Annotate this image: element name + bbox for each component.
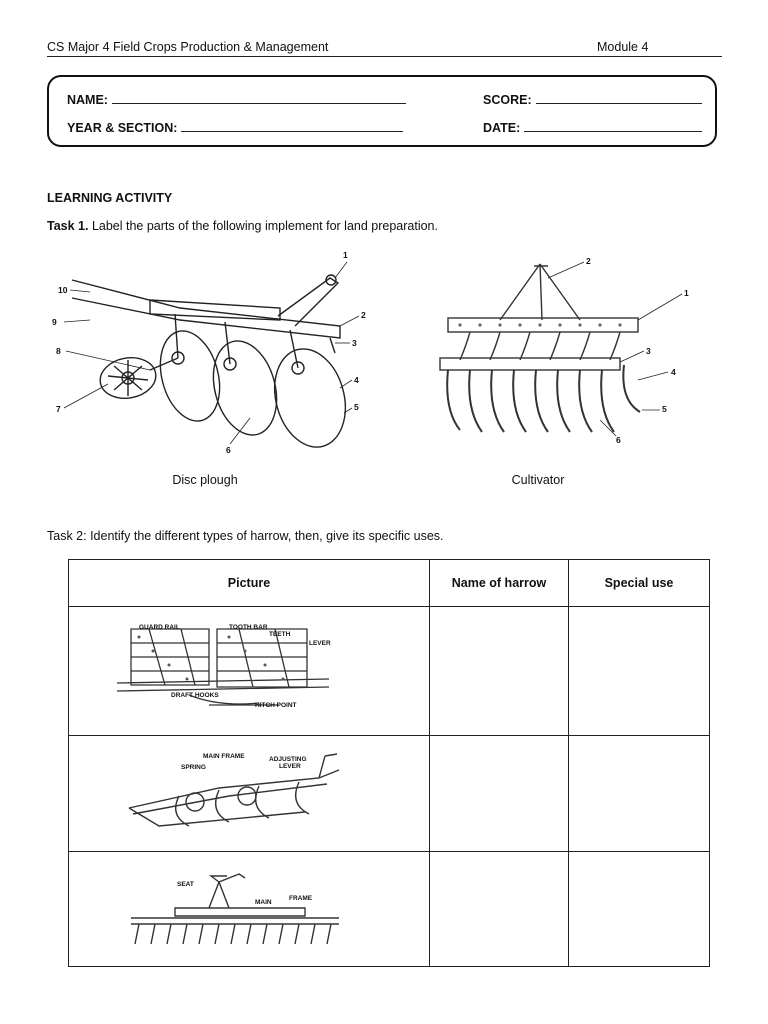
harrow1-label-hitch-point: HITCH POINT bbox=[255, 702, 297, 709]
special-use-cell[interactable] bbox=[569, 736, 710, 852]
special-use-cell[interactable] bbox=[569, 607, 710, 736]
harrow1-label-lever: LEVER bbox=[309, 640, 331, 647]
picture-cell bbox=[69, 852, 430, 967]
name-label: NAME: bbox=[67, 93, 108, 107]
date-field[interactable] bbox=[483, 120, 702, 135]
task1-prefix: Task 1. bbox=[47, 219, 89, 233]
name-field[interactable] bbox=[67, 92, 406, 107]
year-section-label: YEAR & SECTION: bbox=[67, 121, 178, 135]
disc-plough-label-7: 7 bbox=[56, 404, 61, 414]
picture-cell bbox=[69, 607, 430, 736]
student-info-box bbox=[47, 75, 717, 147]
date-label: DATE: bbox=[483, 121, 521, 135]
cultivator-label-4: 4 bbox=[671, 367, 676, 377]
cultivator-label-3: 3 bbox=[646, 346, 651, 356]
spring-tooth-harrow-drawing bbox=[69, 736, 429, 851]
harrow3-label-main: MAIN bbox=[255, 899, 272, 906]
disc-plough-drawing bbox=[50, 248, 370, 458]
disc-plough-label-6: 6 bbox=[226, 445, 231, 455]
task1-text: Label the parts of the following implement for land preparation. bbox=[88, 219, 438, 233]
score-field[interactable] bbox=[483, 92, 702, 107]
table-header-row bbox=[69, 560, 710, 607]
cultivator-label-5: 5 bbox=[662, 404, 667, 414]
cultivator-caption: Cultivator bbox=[511, 473, 565, 487]
disc-plough-label-2: 2 bbox=[361, 310, 366, 320]
cultivator-drawing bbox=[430, 250, 700, 450]
harrow1-label-teeth: TEETH bbox=[269, 631, 291, 638]
disc-plough-label-8: 8 bbox=[56, 346, 61, 356]
disc-plough-label-3: 3 bbox=[352, 338, 357, 348]
date-blank[interactable] bbox=[524, 120, 702, 132]
picture-cell bbox=[69, 736, 430, 852]
disc-plough-label-10: 10 bbox=[58, 285, 68, 295]
harrow1-label-draft-hooks: DRAFT HOOKS bbox=[171, 692, 219, 699]
harrow2-label-adjusting: ADJUSTING bbox=[269, 756, 307, 763]
disc-plough-label-5: 5 bbox=[354, 402, 359, 412]
course-title: CS Major 4 Field Crops Production & Management bbox=[47, 40, 329, 54]
module-label: Module 4 bbox=[597, 40, 649, 54]
disc-plough-label-4: 4 bbox=[354, 375, 359, 385]
section-title: LEARNING ACTIVITY bbox=[47, 191, 173, 205]
harrow2-label-spring: SPRING bbox=[181, 764, 206, 771]
harrow-name-cell[interactable] bbox=[430, 736, 569, 852]
table-row bbox=[69, 852, 710, 967]
year-section-field[interactable] bbox=[67, 120, 403, 135]
special-use-cell[interactable] bbox=[569, 852, 710, 967]
score-label: SCORE: bbox=[483, 93, 532, 107]
harrow3-label-frame: FRAME bbox=[289, 895, 313, 902]
harrow-table bbox=[68, 559, 710, 967]
harrow2-label-lever: LEVER bbox=[279, 763, 301, 770]
name-blank[interactable] bbox=[112, 92, 406, 104]
header-picture: Picture bbox=[69, 560, 430, 607]
disc-plough-label-9: 9 bbox=[52, 317, 57, 327]
header-divider bbox=[47, 56, 722, 57]
riding-harrow-drawing bbox=[69, 852, 429, 966]
spike-tooth-harrow-drawing bbox=[69, 607, 429, 735]
header-name-of-harrow: Name of harrow bbox=[430, 560, 569, 607]
cultivator-label-1: 1 bbox=[684, 288, 689, 298]
disc-plough-label-1: 1 bbox=[343, 250, 348, 260]
year-section-blank[interactable] bbox=[181, 120, 403, 132]
harrow1-label-guard-rail: GUARD RAIL bbox=[139, 624, 180, 631]
table-row bbox=[69, 736, 710, 852]
table-row bbox=[69, 607, 710, 736]
disc-plough-caption: Disc plough bbox=[172, 473, 238, 487]
harrow-name-cell[interactable] bbox=[430, 607, 569, 736]
cultivator-label-6: 6 bbox=[616, 435, 621, 445]
harrow1-label-tooth-bar: TOOTH BAR bbox=[229, 624, 268, 631]
header-special-use: Special use bbox=[569, 560, 710, 607]
harrow-name-cell[interactable] bbox=[430, 852, 569, 967]
task1-instruction bbox=[47, 219, 438, 233]
harrow2-label-main-frame: MAIN FRAME bbox=[203, 753, 245, 760]
score-blank[interactable] bbox=[536, 92, 702, 104]
task2-instruction: Task 2: Identify the different types of harrow, then, give its specific uses. bbox=[47, 529, 444, 543]
cultivator-label-2: 2 bbox=[586, 256, 591, 266]
harrow3-label-seat: SEAT bbox=[177, 881, 194, 888]
